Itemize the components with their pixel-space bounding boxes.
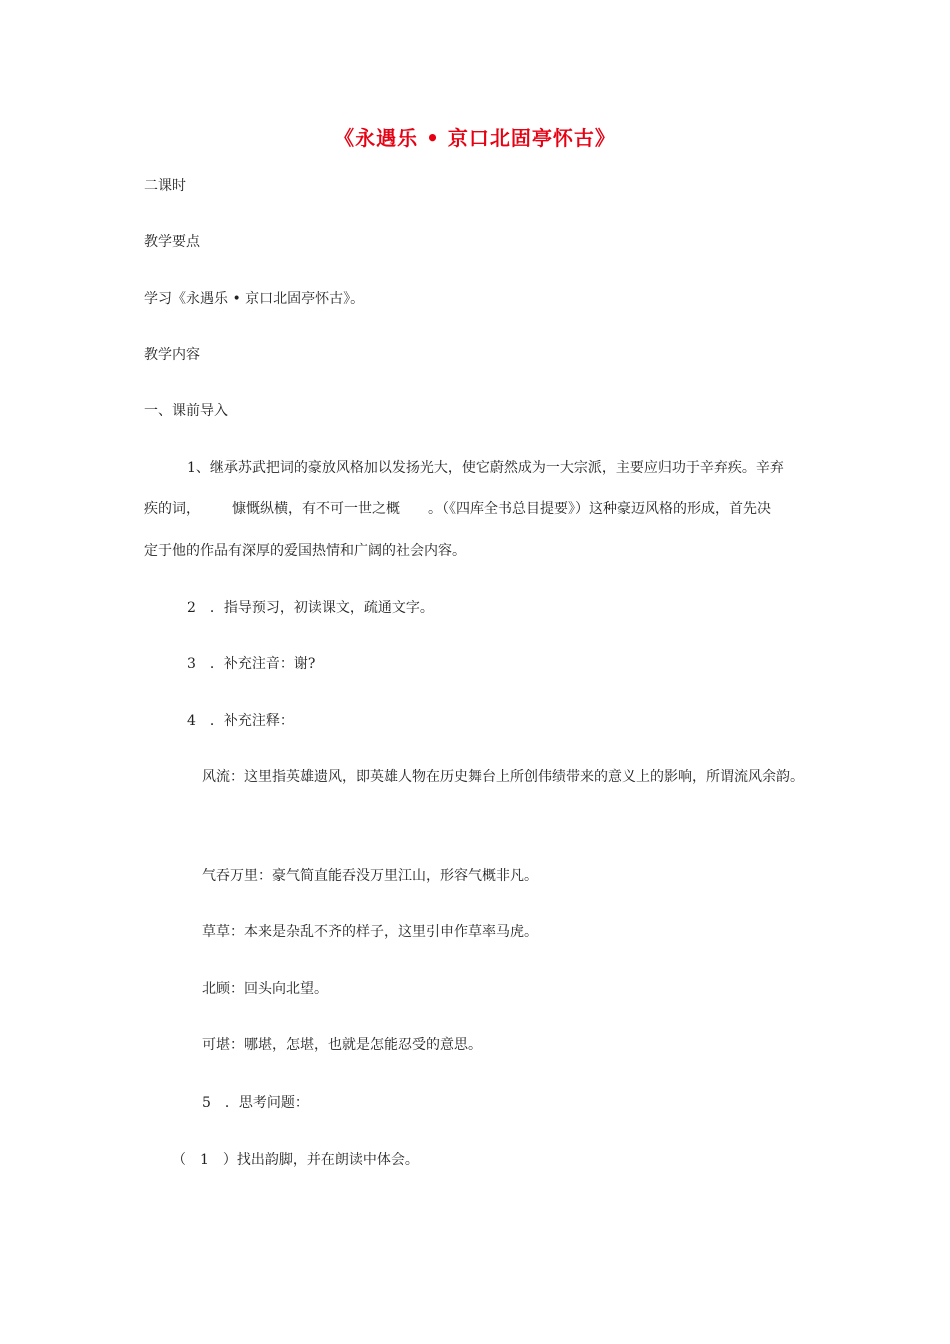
item1-line2b: 慷慨纵横，有不可一世之概 <box>232 501 400 517</box>
item4: 4 ．补充注释： <box>187 713 294 729</box>
section-one-heading: 一、课前导入 <box>144 403 228 419</box>
item1-line2 <box>144 499 771 519</box>
content-heading: 教学内容 <box>144 347 200 363</box>
item1-line3: 定于他的作品有深厚的爱国热情和广阔的社会内容。 <box>144 543 466 559</box>
key-points-text: 学习《永遇乐 • 京口北固亭怀古》。 <box>144 291 365 307</box>
item1-line2c: 。（《四库全书总目提要》）这种豪迈风格的形成，首先决 <box>428 501 771 517</box>
note-caocao: 草草：本来是杂乱不齐的样子，这里引申作草率马虎。 <box>202 924 538 940</box>
item1-line2a: 疾的词， <box>144 501 200 517</box>
item1-line1: 1、继承苏武把词的豪放风格加以发扬光大，使它蔚然成为一大宗派，主要应归功于辛弃疾。辛弃 <box>187 460 784 476</box>
sub-question-1: （ 1 ）找出韵脚，并在朗读中体会。 <box>172 1152 419 1168</box>
item5: 5 ．思考问题： <box>202 1095 309 1111</box>
document-title: 《永遇乐 • 京口北固亭怀古》 <box>334 126 616 150</box>
note-qitun: 气吞万里：豪气简直能吞没万里江山，形容气概非凡。 <box>202 868 538 884</box>
note-fengliu: 风流：这里指英雄遗风，即英雄人物在历史舞台上所创伟绩带来的意义上的影响，所谓流风余韵。 <box>202 769 804 785</box>
item2: 2 ．指导预习，初读课文，疏通文字。 <box>187 600 434 616</box>
note-kekan: 可堪：哪堪，怎堪，也就是怎能忍受的意思。 <box>202 1037 482 1053</box>
item3: 3 ．补充注音：谢? <box>187 656 316 672</box>
note-beigu: 北顾：回头向北望。 <box>202 981 328 997</box>
class-hours: 二课时 <box>144 178 186 194</box>
key-points-heading: 教学要点 <box>144 234 200 250</box>
